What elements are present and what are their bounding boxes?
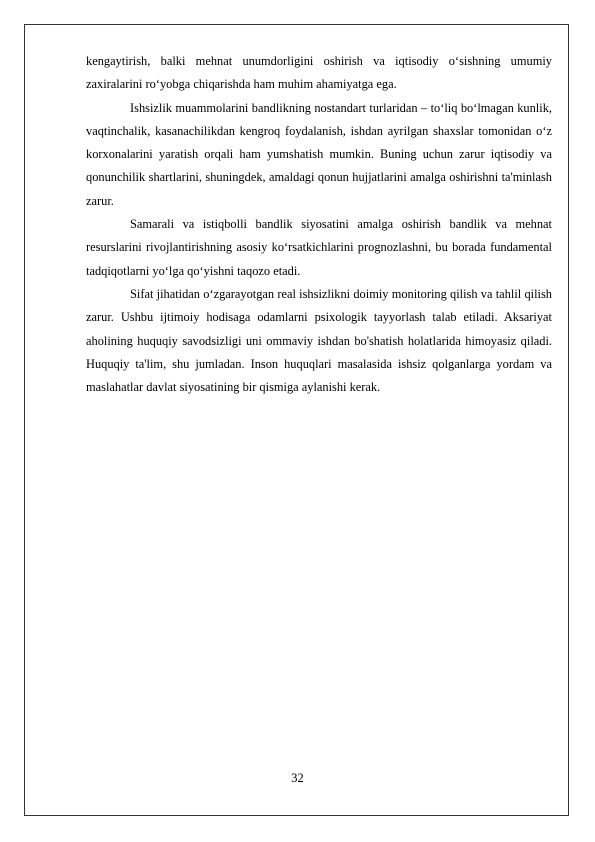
paragraph-unemployment-mitigation: Ishsizlik muammolarini bandlikning nostandart turlaridan – to‘liq bo‘lmagan kunlik, vaqtinchalik, kasanachilikdan kengroq foydalanish, ishdan ayrilgan shaxslar tomonidan o‘z korxonalarini yaratish orqali ham yumshatish mumkin. Buning uchun zarur iqtisodiy va qonunchilik shartlarini, shuningdek, amaldagi qonun hujjatlarini amalga oshirishni ta'minlash zarur.: [86, 100, 552, 208]
paragraph-employment-policy: Samarali va istiqbolli bandlik siyosatini amalga oshirish bandlik va mehnat resurslarini rivojlantirishning asosiy ko‘rsatkichlarini prognozlashni, bu borada fundamental tadqiqotlarni yo‘lga qo‘yishni taqozo etadi.: [86, 217, 552, 278]
paragraph-continuation: kengaytirish, balki mehnat unumdorligini oshirish va iqtisodiy o‘sishning umumiy zaxiralarini ro‘yobga chiqarishda ham muhim ahamiyatga ega.: [86, 54, 552, 92]
document-body: [86, 50, 552, 399]
paragraph-monitoring: Sifat jihatidan o‘zgarayotgan real ishsizlikni doimiy monitoring qilish va tahlil qilish zarur. Ushbu ijtimoiy hodisaga odamlarni psixologik tayyorlash talab etiladi. Aksariyat aholining huquqiy savodsizligi uni ommaviy ishdan bo'shatish holatlarida himoyasiz qiladi. Huquqiy ta'lim, shu jumladan. Inson huquqlari masalasida ishsiz qolganlarga yordam va maslahatlar davlat siyosatining bir qismiga aylanishi kerak.: [86, 286, 552, 395]
page-number: 32: [291, 771, 304, 785]
